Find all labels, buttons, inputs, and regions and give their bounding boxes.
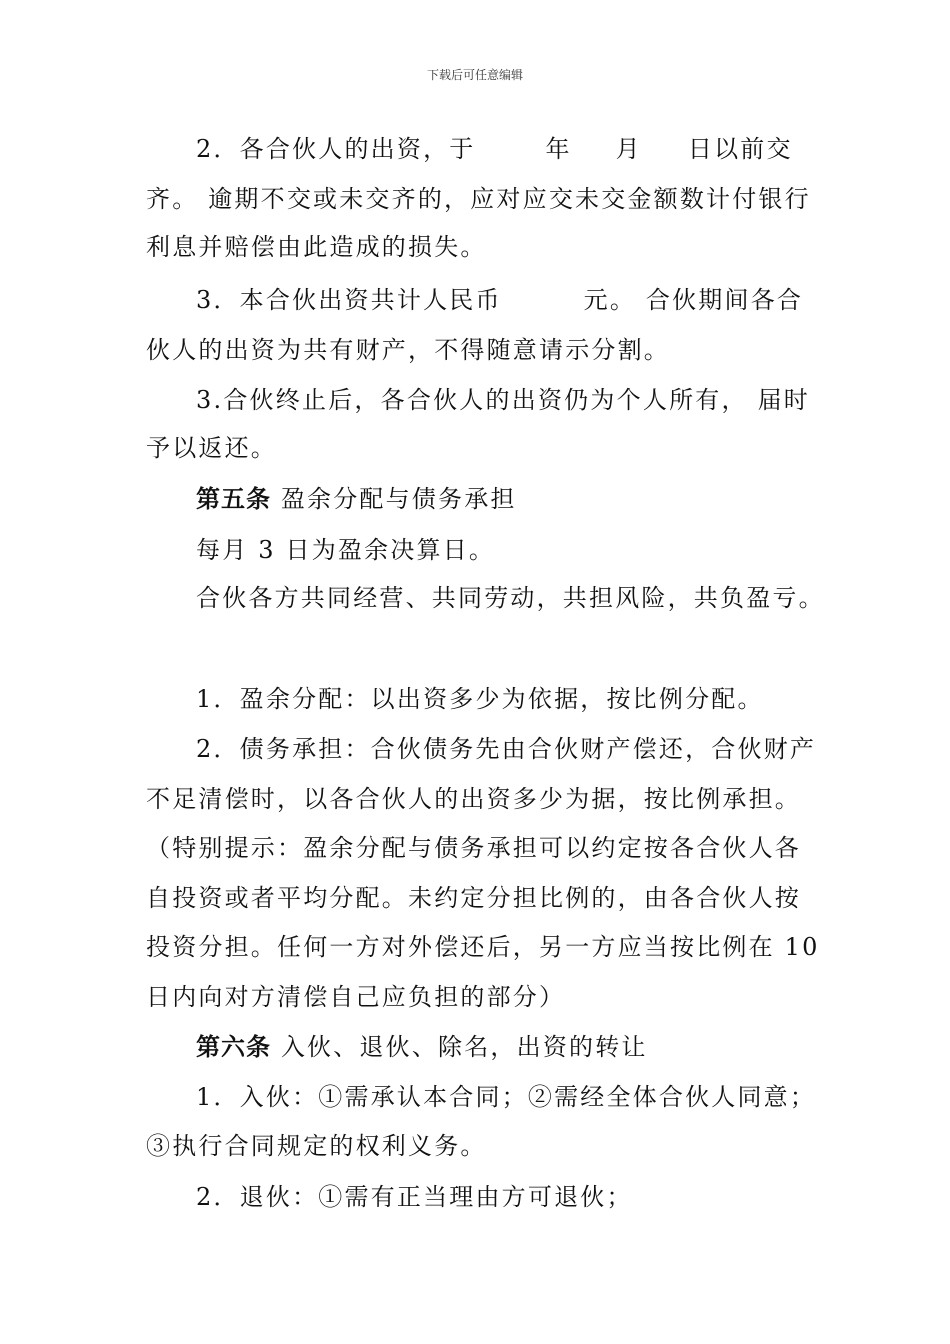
paragraph-line: 齐。 逾期不交或未交齐的，应对应交未交金额数计付银行 [146, 185, 811, 213]
paragraph-line: 利息并赔偿由此造成的损失。 [146, 233, 487, 261]
paragraph-line: ③执行合同规定的权利义务。 [146, 1132, 487, 1160]
paragraph-line: 1．入伙：①需承认本合同；②需经全体合伙人同意； [196, 1083, 817, 1111]
paragraph-line: 日内向对方清偿自己应负担的部分） [146, 983, 566, 1011]
page-header: 下载后可任意编辑 [426, 68, 523, 82]
paragraph-line: 3.合伙终止后，各合伙人的出资仍为个人所有， 届时 [196, 386, 810, 414]
paragraph-line: 伙人的出资为共有财产，不得随意请示分割。 [146, 336, 670, 364]
paragraph-line: 2．债务承担：合伙债务先由合伙财产偿还，合伙财产 [196, 735, 817, 763]
section-heading [196, 484, 810, 514]
paragraph-line: 合伙各方共同经营、共同劳动，共担风险，共负盈亏。 [196, 584, 825, 612]
text-span: 元。 合伙期间各合 [583, 286, 804, 314]
paragraph-line: 不足清偿时，以各合伙人的出资多少为据，按比例承担。 [146, 785, 801, 813]
section-heading [196, 1032, 810, 1062]
paragraph-line: 1．盈余分配：以出资多少为依据，按比例分配。 [196, 685, 764, 713]
paragraph-line [196, 285, 810, 315]
section-title: 盈余分配与债务承担 [271, 485, 517, 513]
section-title: 入伙、退伙、除名，出资的转让 [271, 1033, 648, 1061]
paragraph-line: 投资分担。任何一方对外偿还后，另一方应当按比例在 10 [146, 933, 820, 961]
text-span: 年 [545, 135, 572, 163]
paragraph-line: （特别提示：盈余分配与债务承担可以约定按各合伙人各 [146, 834, 801, 862]
section-number: 第五条 [196, 484, 271, 513]
text-span: 月 [615, 135, 642, 163]
paragraph-line: 予以返还。 [146, 434, 277, 462]
text-span: 日以前交 [687, 135, 793, 163]
section-number: 第六条 [196, 1032, 271, 1061]
text-span: 3．本合伙出资共计人民币 [196, 286, 502, 314]
paragraph-line [196, 134, 810, 164]
paragraph-line: 每月 3 日为盈余决算日。 [196, 536, 496, 564]
paragraph-line: 自投资或者平均分配。未约定分担比例的，由各合伙人按 [146, 884, 801, 912]
text-span: 2．各合伙人的出资，于 [196, 135, 476, 163]
paragraph-line: 2．退伙：①需有正当理由方可退伙； [196, 1183, 633, 1211]
